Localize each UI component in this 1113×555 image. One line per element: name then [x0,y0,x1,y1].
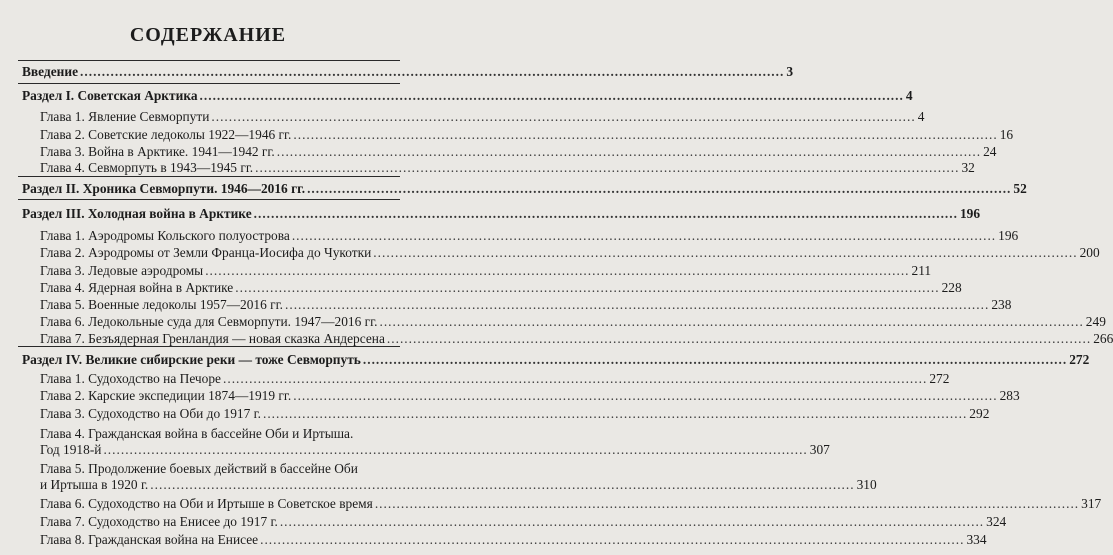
toc-page-number: 24 [983,144,997,159]
toc-chapter-title: Глава 2. Советские ледоколы 1922—1946 гг. [40,127,292,142]
toc-page-number: 196 [998,228,1019,243]
toc-leader [260,532,964,548]
toc-chapter-entry[interactable] [40,496,1102,512]
toc-chapter-title: Глава 3. Война в Арктике. 1941—1942 гг. [40,144,275,159]
toc-chapter-entry[interactable] [40,371,950,387]
toc-page-number: 4 [917,109,925,124]
toc-leader [205,263,909,279]
toc-leader [200,88,904,104]
toc-page-number: 324 [986,514,1007,529]
toc-page-number: 4 [905,88,913,103]
toc-chapter-title: Глава 2. Карские экспедиции 1874—1919 гг. [40,388,292,403]
toc-section-title: Раздел II. Хроника Севморпути. 1946—2016 гг. [22,181,306,196]
toc-chapter-entry[interactable] [40,144,997,160]
toc-chapter-title: Глава 7. Судоходство на Енисее до 1917 г. [40,514,278,529]
toc-leader [307,181,1011,197]
toc-page-number: 317 [1081,496,1102,511]
toc-chapter-entry[interactable] [40,314,1106,330]
toc-leader [363,352,1067,368]
toc-chapter-title: Глава 6. Судоходство на Оби и Иртыше в Советское время [40,496,373,511]
toc-page-number: 272 [1069,352,1090,367]
toc-leader [150,477,854,493]
toc-leader [280,514,984,530]
toc-leader [223,371,927,387]
toc-leader [292,228,996,244]
toc-page-number: 200 [1079,245,1100,260]
toc-page-number: 196 [959,206,981,221]
divider [18,199,400,200]
divider [18,176,400,177]
toc-chapter-title: Глава 2. Аэродромы от Земли Франца-Иосифа до Чукотки [40,245,372,260]
toc-chapter-entry[interactable] [40,297,1012,313]
toc-chapter-entry[interactable] [40,532,987,548]
toc-chapter-entry[interactable] [40,477,877,493]
toc-chapter-entry[interactable] [40,442,830,458]
toc-leader [379,314,1083,330]
toc-chapter-entry[interactable] [40,388,1020,404]
toc-page-number: 283 [999,388,1020,403]
toc-section-1[interactable] [22,88,913,104]
toc-page-number: 249 [1085,314,1106,329]
toc-leader [373,245,1077,261]
toc-page-number: 307 [809,442,830,457]
toc-chapter-entry[interactable] [40,228,1019,244]
toc-chapter-title: Глава 1. Явление Севморпути [40,109,210,124]
toc-leader [103,442,807,458]
toc-page-number: 310 [856,477,877,492]
toc-chapter-title-line2: и Иртыша в 1920 г. [40,477,149,492]
toc-chapter-entry[interactable] [40,109,925,125]
toc-leader [285,297,989,313]
toc-chapter-title-line1: Глава 5. Продолжение боевых действий в бассейне Оби [40,461,358,476]
toc-page-number: 52 [1013,181,1027,196]
toc-chapter-entry[interactable] [40,160,975,176]
toc-chapter-entry[interactable] [40,406,990,422]
toc-page-number: 228 [941,280,962,295]
toc-chapter-title: Глава 7. Безъядерная Гренландия — новая сказка Андерсена [40,331,385,346]
toc-chapter-title: Глава 8. Гражданская война на Енисее [40,532,259,547]
toc-chapter-title: Глава 1. Аэродромы Кольского полуострова [40,228,290,243]
toc-chapter-entry[interactable] [40,245,1100,261]
toc-section-2[interactable] [22,181,1027,197]
toc-page-number: 334 [966,532,987,547]
toc-page-number: 292 [969,406,990,421]
toc-leader [80,64,784,80]
toc-chapter-title: Глава 1. Судоходство на Печоре [40,371,221,386]
toc-page-number: 238 [991,297,1012,312]
toc-chapter-title: Глава 4. Ядерная война в Арктике [40,280,234,295]
toc-leader [387,331,1091,347]
toc-leader [263,406,967,422]
divider [18,60,400,61]
toc-chapter-title-line1: Глава 4. Гражданская война в бассейне Оби и Иртыша. [40,426,354,441]
toc-chapter-title: Глава 3. Ледовые аэродромы [40,263,204,278]
toc-chapter-entry[interactable] [40,280,962,296]
toc-chapter-entry[interactable] [40,514,1007,530]
divider [18,83,400,84]
toc-section-title: Раздел III. Холодная война в Арктике [22,206,252,221]
toc-leader [375,496,1079,512]
toc-chapter-entry[interactable] [40,331,1113,347]
toc-chapter-title: Глава 5. Военные ледоколы 1957—2016 гг. [40,297,283,312]
toc-page-number: 32 [961,160,975,175]
toc-leader [255,160,959,176]
toc-leader [293,127,997,143]
toc-page-number: 272 [929,371,950,386]
toc-page-number: 266 [1093,331,1113,346]
toc-section-4[interactable] [22,352,1090,368]
page-title: СОДЕРЖАНИЕ [129,24,287,46]
toc-chapter-title: Глава 3. Судоходство на Оби до 1917 г. [40,406,261,421]
toc-page-number: 16 [999,127,1014,142]
toc-section-title: Введение [22,64,79,79]
toc-section-3[interactable] [22,206,981,222]
toc-page-number: 211 [911,263,932,278]
toc-section-title: Раздел IV. Великие сибирские реки — тоже Севморпуть [22,352,361,367]
toc-leader [235,280,939,296]
toc-chapter-entry[interactable] [40,127,1014,143]
toc-leader [211,109,915,125]
toc-page-number: 3 [786,64,794,79]
toc-leader [293,388,997,404]
toc-chapter-title: Глава 6. Ледокольные суда для Севморпути. 1947—2016 гг. [40,314,378,329]
toc-leader [254,206,958,222]
toc-section-title: Раздел I. Советская Арктика [22,88,198,103]
toc-chapter-title-line2: Год 1918-й [40,442,102,457]
toc-leader [277,144,981,160]
toc-section-intro[interactable] [22,64,794,80]
toc-chapter-title: Глава 4. Севморпуть в 1943—1945 гг. [40,160,254,175]
toc-chapter-entry[interactable] [40,263,932,279]
